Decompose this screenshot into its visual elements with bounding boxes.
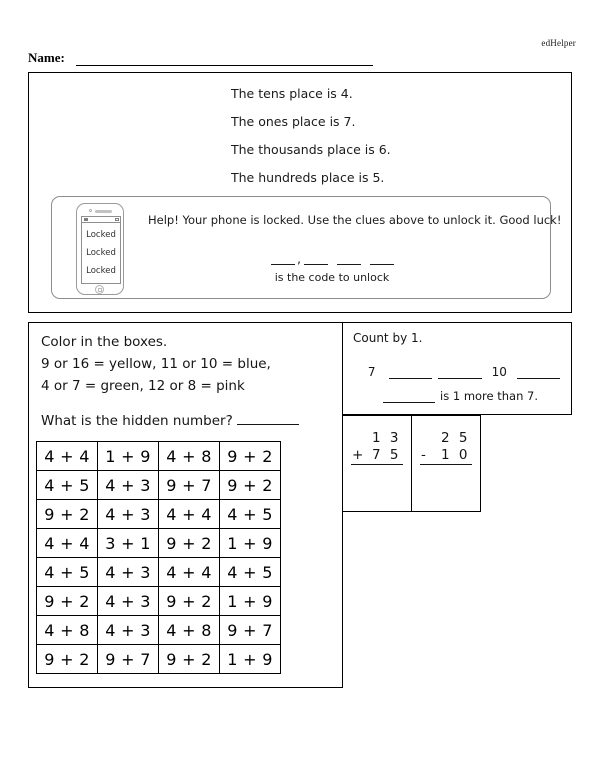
phone-screen: [81, 216, 121, 284]
sequence-value: 7: [367, 365, 376, 379]
grid-cell[interactable]: 1 + 9: [220, 645, 281, 674]
code-blanks: [232, 249, 432, 265]
grid-cell[interactable]: 4 + 5: [220, 500, 281, 529]
sequence-value: 10: [491, 365, 507, 379]
clue-panel: [28, 72, 572, 313]
code-caption: is the code to unlock: [274, 271, 390, 284]
instruction-line: 9 or 16 = yellow, 11 or 10 = blue,: [41, 356, 271, 372]
sequence-blank[interactable]: [517, 365, 560, 379]
problem-inner: [351, 430, 403, 465]
problem-operator: -: [421, 447, 429, 463]
hidden-number-question: [41, 411, 299, 429]
sentence-text: is 1 more than 7.: [440, 389, 539, 403]
color-activity-panel: [28, 322, 343, 688]
grid-cell[interactable]: 4 + 4: [37, 529, 98, 558]
grid-cell[interactable]: 1 + 9: [98, 442, 159, 471]
grid-cell[interactable]: 9 + 2: [220, 471, 281, 500]
grid-cell[interactable]: 4 + 8: [159, 442, 220, 471]
grid-cell[interactable]: 9 + 2: [37, 587, 98, 616]
help-text: Help! Your phone is locked. Use the clues above to unlock it. Good luck!: [148, 213, 562, 227]
table-row: [37, 587, 281, 616]
grid-cell[interactable]: 9 + 7: [159, 471, 220, 500]
table-row: [37, 500, 281, 529]
locked-label: Locked: [86, 266, 116, 276]
table-row: [37, 558, 281, 587]
problem-operator: +: [352, 447, 366, 463]
grid-cell[interactable]: 4 + 5: [37, 558, 98, 587]
grid-cell[interactable]: 9 + 2: [159, 645, 220, 674]
edhelper-logo: edHelper: [541, 38, 576, 48]
name-label: Name:: [28, 50, 65, 65]
table-row: [37, 616, 281, 645]
name-input-line[interactable]: [76, 65, 373, 66]
count-sequence: [357, 365, 563, 379]
grid-cell[interactable]: 9 + 7: [98, 645, 159, 674]
grid-cell[interactable]: 4 + 5: [220, 558, 281, 587]
grid-cell[interactable]: 4 + 3: [98, 500, 159, 529]
count-activity-panel: [343, 322, 572, 415]
problem-bottom-number: 7 5: [372, 447, 401, 463]
table-row: [37, 645, 281, 674]
problem-cell[interactable]: [343, 415, 412, 512]
code-separator: ,: [297, 252, 301, 266]
grid-cell[interactable]: 9 + 7: [220, 616, 281, 645]
grid-cell[interactable]: 1 + 9: [220, 529, 281, 558]
grid-cell[interactable]: 9 + 2: [37, 645, 98, 674]
grid-cell[interactable]: 4 + 3: [98, 471, 159, 500]
problem-cell[interactable]: [412, 415, 481, 512]
grid-cell[interactable]: 4 + 4: [159, 558, 220, 587]
grid-cell[interactable]: 9 + 2: [37, 500, 98, 529]
grid-cell[interactable]: 4 + 3: [98, 558, 159, 587]
grid-cell[interactable]: 4 + 3: [98, 587, 159, 616]
phone-icon: [76, 203, 124, 295]
sequence-blank[interactable]: [438, 365, 481, 379]
clue-line: The ones place is 7.: [231, 114, 356, 129]
code-blank-ones[interactable]: [370, 253, 394, 265]
clue-line: The thousands place is 6.: [231, 142, 391, 157]
grid-cell[interactable]: 9 + 2: [159, 529, 220, 558]
home-square-icon: [98, 288, 102, 292]
grid-cell[interactable]: 3 + 1: [98, 529, 159, 558]
table-row: [37, 529, 281, 558]
grid-cell[interactable]: 9 + 2: [220, 442, 281, 471]
grid-cell[interactable]: 4 + 5: [37, 471, 98, 500]
count-sentence: [383, 389, 538, 403]
clue-line: The hundreds place is 5.: [231, 170, 385, 185]
sequence-blank[interactable]: [389, 365, 432, 379]
table-row: [37, 442, 281, 471]
grid-cell[interactable]: 4 + 4: [159, 500, 220, 529]
hidden-number-answer-blank[interactable]: [237, 411, 299, 425]
code-blank-tens[interactable]: [337, 253, 361, 265]
phone-titlebar: [82, 217, 120, 223]
code-answer-area: [232, 249, 432, 284]
clue-line: The tens place is 4.: [231, 86, 353, 101]
locked-label: Locked: [86, 248, 116, 258]
count-title: Count by 1.: [353, 331, 423, 345]
problem-top-number: 2 5: [441, 430, 470, 446]
home-button-icon: [95, 285, 104, 294]
hidden-number-label: What is the hidden number?: [41, 413, 233, 429]
color-instructions: [41, 331, 334, 397]
problem-top-number: 1 3: [372, 430, 401, 446]
camera-dot-icon: [89, 209, 92, 212]
problem-bottom-number: 1 0: [441, 447, 470, 463]
locked-label: Locked: [86, 230, 116, 240]
battery-icon: [115, 218, 119, 221]
grid-cell[interactable]: 4 + 4: [37, 442, 98, 471]
name-field-row: [28, 50, 373, 70]
instruction-line: 4 or 7 = green, 12 or 8 = pink: [41, 378, 245, 394]
vertical-problems-row: [343, 415, 481, 512]
instruction-line: Color in the boxes.: [41, 334, 168, 350]
sentence-answer-blank[interactable]: [383, 390, 435, 403]
problem-bottom-row: [351, 447, 403, 465]
grid-cell[interactable]: 4 + 3: [98, 616, 159, 645]
grid-cell[interactable]: 4 + 8: [37, 616, 98, 645]
code-blank-hundreds[interactable]: [304, 253, 328, 265]
locked-phone-box: [51, 196, 562, 299]
code-blank-thousands[interactable]: [271, 253, 295, 265]
problem-inner: [420, 430, 472, 465]
grid-cell[interactable]: 1 + 9: [220, 587, 281, 616]
signal-icon: [84, 218, 88, 221]
grid-cell[interactable]: 4 + 8: [159, 616, 220, 645]
speaker-bar-icon: [95, 210, 112, 213]
problem-bottom-row: [420, 447, 472, 465]
math-grid: [36, 441, 281, 674]
grid-cell[interactable]: 9 + 2: [159, 587, 220, 616]
table-row: [37, 471, 281, 500]
